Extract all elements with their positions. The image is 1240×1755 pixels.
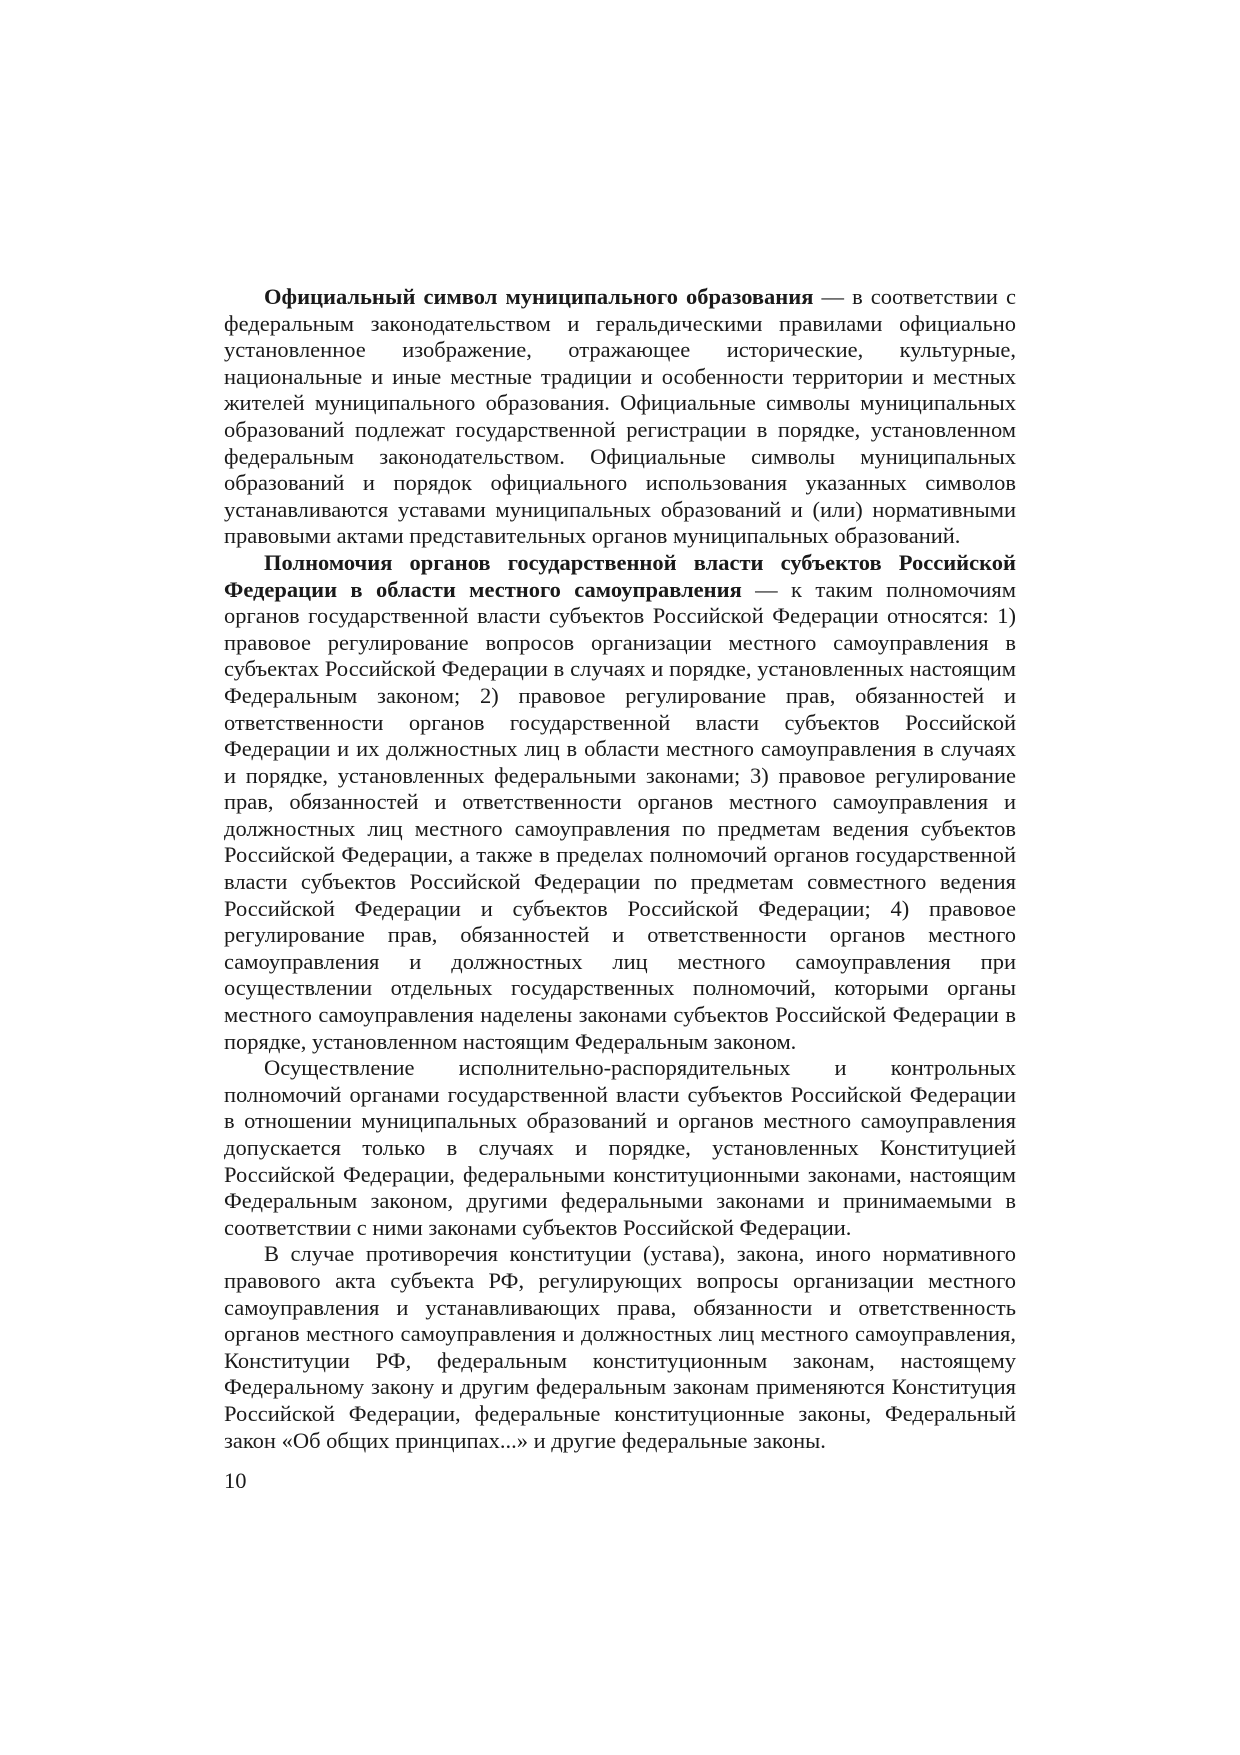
page-number: 10 [224,1468,247,1493]
main-text [224,284,1016,1454]
text-contradiction: В случае противоречия конституции (устава), закона, иного нормативного правового акта субъекта РФ, регулирующих вопросы организации местного самоуправления и устанавливающих права, обязанности и ответственность органов местного самоуправления и должностных лиц местного самоуправления, Конституции РФ, федеральным конституционным законам, настоящему Федеральному закону и другим федеральным законам применяются Конституция Российской Федерации, федеральные конституционные законы, Федеральный закон «Об общих принципах...» и другие федеральные законы. [224,1241,1016,1453]
term-official-symbol: Официальный символ муниципального образования [264,284,814,309]
paragraph-official-symbol [224,284,1016,550]
definition-regional-powers: — к таким полномочиям органов государственной власти субъектов Российской Федерации относятся: 1) правовое регулирование вопросов организации местного самоуправления в субъектах Российской Федерации в случаях и порядке, установленных настоящим Федеральным законом; 2) правовое регулирование прав, обязанностей и ответственности органов государственной власти субъектов Российской Федерации и их должностных лиц в области местного самоуправления в случаях и порядке, установленных федеральными законами; 3) правовое регулирование прав, обязанностей и ответственности органов местного самоуправления и должностных лиц местного самоуправления по предметам ведения субъектов Российской Федерации, а также в пределах полномочий органов государственной власти субъектов Российской Федерации по предметам совместного ведения Российской Федерации и субъектов Российской Федерации; 4) правовое регулирование прав, обязанностей и ответственности органов местного самоуправления и должностных лиц местного самоуправления при осуществлении отдельных государственных полномочий, которыми органы местного самоуправления наделены законами субъектов Российской Федерации в порядке, установленном настоящим Федеральным законом. [224,576,1016,1054]
text-executive-powers: Осуществление исполнительно-распорядительных и контрольных полномочий органами государственной власти субъектов Российской Федерации в отношении муниципальных образований и органов местного самоуправления допускается только в случаях и порядке, установленных Конституцией Российской Федерации, федеральными конституционными законами, настоящим Федеральным законом, другими федеральными законами и принимаемыми в соответствии с ними законами субъектов Российской Федерации. [224,1055,1016,1240]
term-regional-powers: Полномочия органов государственной власти субъектов Российской Федерации в области местного самоуправления [224,549,1016,602]
paragraph-regional-powers [224,550,1016,1055]
definition-official-symbol: — в соответствии с федеральным законодательством и геральдическими правилами официально установленное изображение, отражающее исторические, культурные, национальные и иные местные традиции и особенности территории и местных жителей муниципального образования. Официальные символы муниципальных образований подлежат государственной регистрации в порядке, установленном федеральным законодательством. Официальные символы муниципальных образований и порядок официального использования указанных символов устанавливаются уставами муниципальных образований и (или) нормативными правовыми актами представительных органов муниципальных образований. [224,284,1017,549]
paragraph-executive-powers [224,1055,1016,1241]
paragraph-contradiction [224,1241,1016,1454]
